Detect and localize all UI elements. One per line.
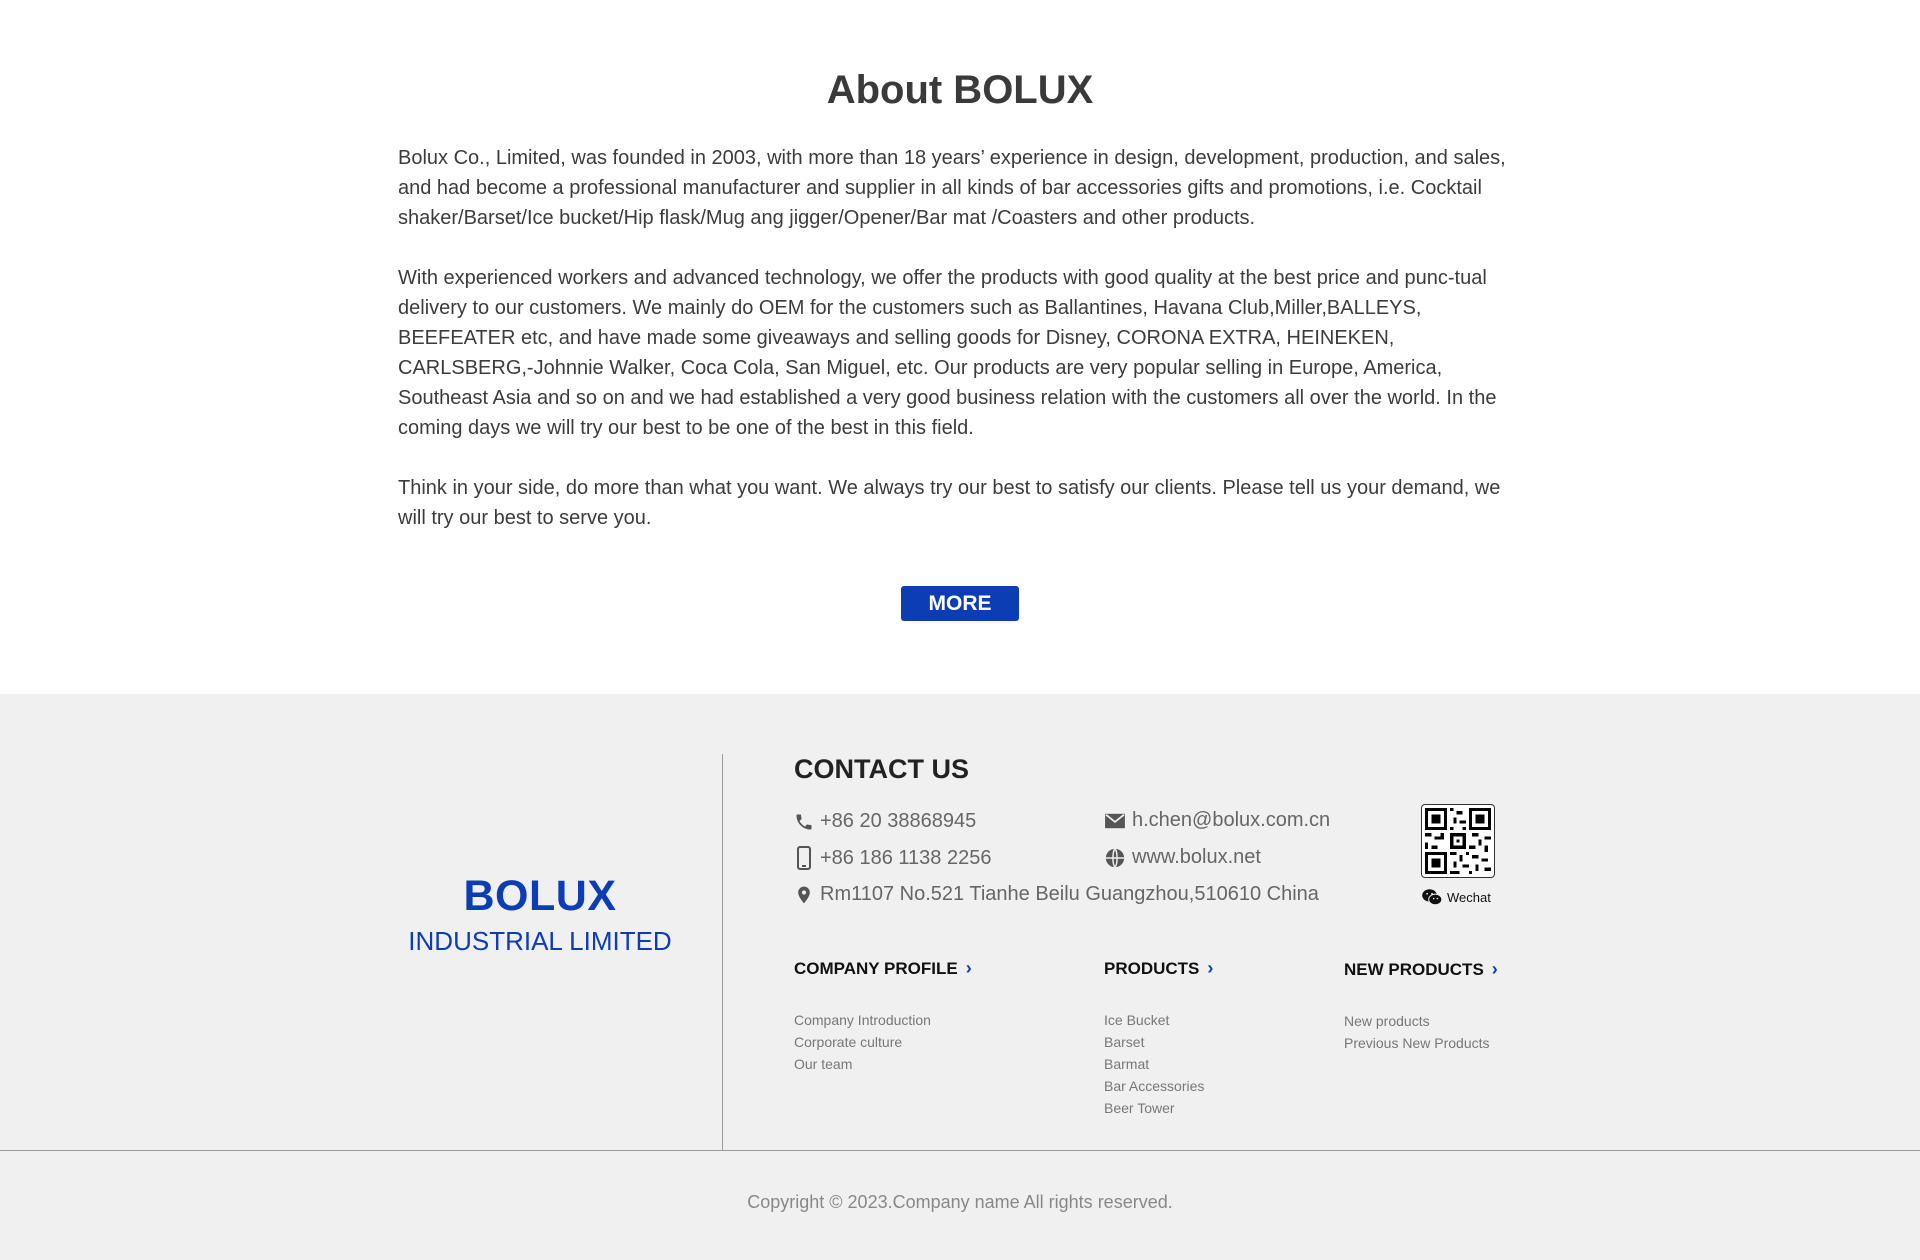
footer-link[interactable]: Beer Tower [1104, 1100, 1175, 1116]
footer-link[interactable]: Previous New Products [1344, 1035, 1490, 1051]
column-title: COMPANY PROFILE [794, 958, 958, 978]
wechat-label [1421, 888, 1491, 906]
chevron-right-icon: › [1207, 958, 1214, 978]
mail-icon [1104, 812, 1126, 830]
copyright-text: Copyright © 2023.Company name All rights reserved. [747, 1192, 1173, 1212]
mobile-icon [794, 846, 814, 870]
footer-column-products [1104, 958, 1213, 1119]
about-paragraph: With experienced workers and advanced technology, we offer the products with good quality at the best price and punc-tual delivery to our customers. We mainly do OEM for the customers such as Ballantines, Havana Club,Miller,BALLEYS, BEEFEATER etc, and have made some giveaways and selling goods for Disney, CORONA EXTRA, HEINEKEN, CARLSBERG,-Johnnie Walker, Coca Cola, San Miguel, etc. Our products are very popular selling in Europe, America, Southeast Asia and so on and we had established a very good business relation with the customers all over the world. In the coming days we will try our best to be one of the best in this field. [398, 267, 1497, 439]
contact-title: CONTACT US [794, 754, 969, 784]
footer-link-products[interactable] [1104, 958, 1213, 979]
column-title: PRODUCTS [1104, 958, 1200, 978]
about-paragraph: Think in your side, do more than what you want. We always try our best to satisfy our clients. Please tell us your demand, we will try our best to serve you. [398, 477, 1501, 529]
footer-link[interactable]: Bar Accessories [1104, 1078, 1205, 1094]
about-body [398, 143, 1522, 563]
footer-link[interactable]: New products [1344, 1013, 1430, 1029]
contact-website[interactable] [1104, 846, 1261, 869]
mobile-number: +86 186 1138 2256 [820, 846, 992, 869]
chevron-right-icon: › [965, 958, 972, 978]
footer-link[interactable]: Our team [794, 1056, 853, 1072]
column-title: NEW PRODUCTS [1344, 959, 1484, 979]
address-text: Rm1107 No.521 Tianhe Beilu Guangzhou,510610 China [820, 883, 1319, 905]
wechat-qr-code [1421, 804, 1495, 878]
footer [0, 694, 1920, 1151]
footer-link[interactable]: Barset [1104, 1034, 1145, 1050]
contact-phone [794, 810, 976, 833]
footer-link[interactable]: Corporate culture [794, 1034, 903, 1050]
wechat-text: Wechat [1447, 889, 1491, 905]
location-icon [794, 884, 814, 906]
phone-number: +86 20 38868945 [820, 810, 977, 832]
contact-email[interactable] [1104, 809, 1330, 832]
footer-link-new-products[interactable] [1344, 959, 1498, 980]
wechat-icon [1421, 888, 1443, 906]
email-address[interactable]: h.chen@bolux.com.cn [1132, 809, 1331, 831]
globe-icon [1104, 847, 1126, 869]
contact-address [794, 883, 1319, 906]
footer-column-company-profile [794, 958, 972, 1075]
footer-divider-vertical [722, 754, 723, 1151]
brand-subtitle: INDUSTRIAL LIMITED [408, 926, 672, 956]
phone-icon [794, 812, 814, 832]
chevron-right-icon: › [1491, 959, 1498, 979]
footer-link[interactable]: Company Introduction [794, 1012, 931, 1028]
footer-column-new-products [1344, 959, 1498, 1054]
footer-link[interactable]: Ice Bucket [1104, 1012, 1170, 1028]
footer-link-company-profile[interactable] [794, 958, 972, 979]
brand-name: BOLUX [463, 872, 617, 920]
website-url[interactable]: www.bolux.net [1132, 846, 1261, 868]
footer-link[interactable]: Barmat [1104, 1056, 1150, 1072]
about-title: About BOLUX [826, 68, 1094, 112]
about-paragraph: Bolux Co., Limited, was founded in 2003, with more than 18 years’ experience in design, development, production, and sales, and had become a professional manufacturer and supplier in all kinds of bar accessories gifts and promotions, i.e. Cocktail shaker/Barset/Ice bucket/Hip flask/Mug ang jigger/Opener/Bar mat /Coasters and other products. [398, 147, 1506, 229]
copyright-bar [0, 1151, 1920, 1260]
more-button[interactable]: MORE [901, 586, 1019, 621]
contact-mobile [794, 846, 991, 870]
footer-brand-logo[interactable] [380, 872, 700, 958]
